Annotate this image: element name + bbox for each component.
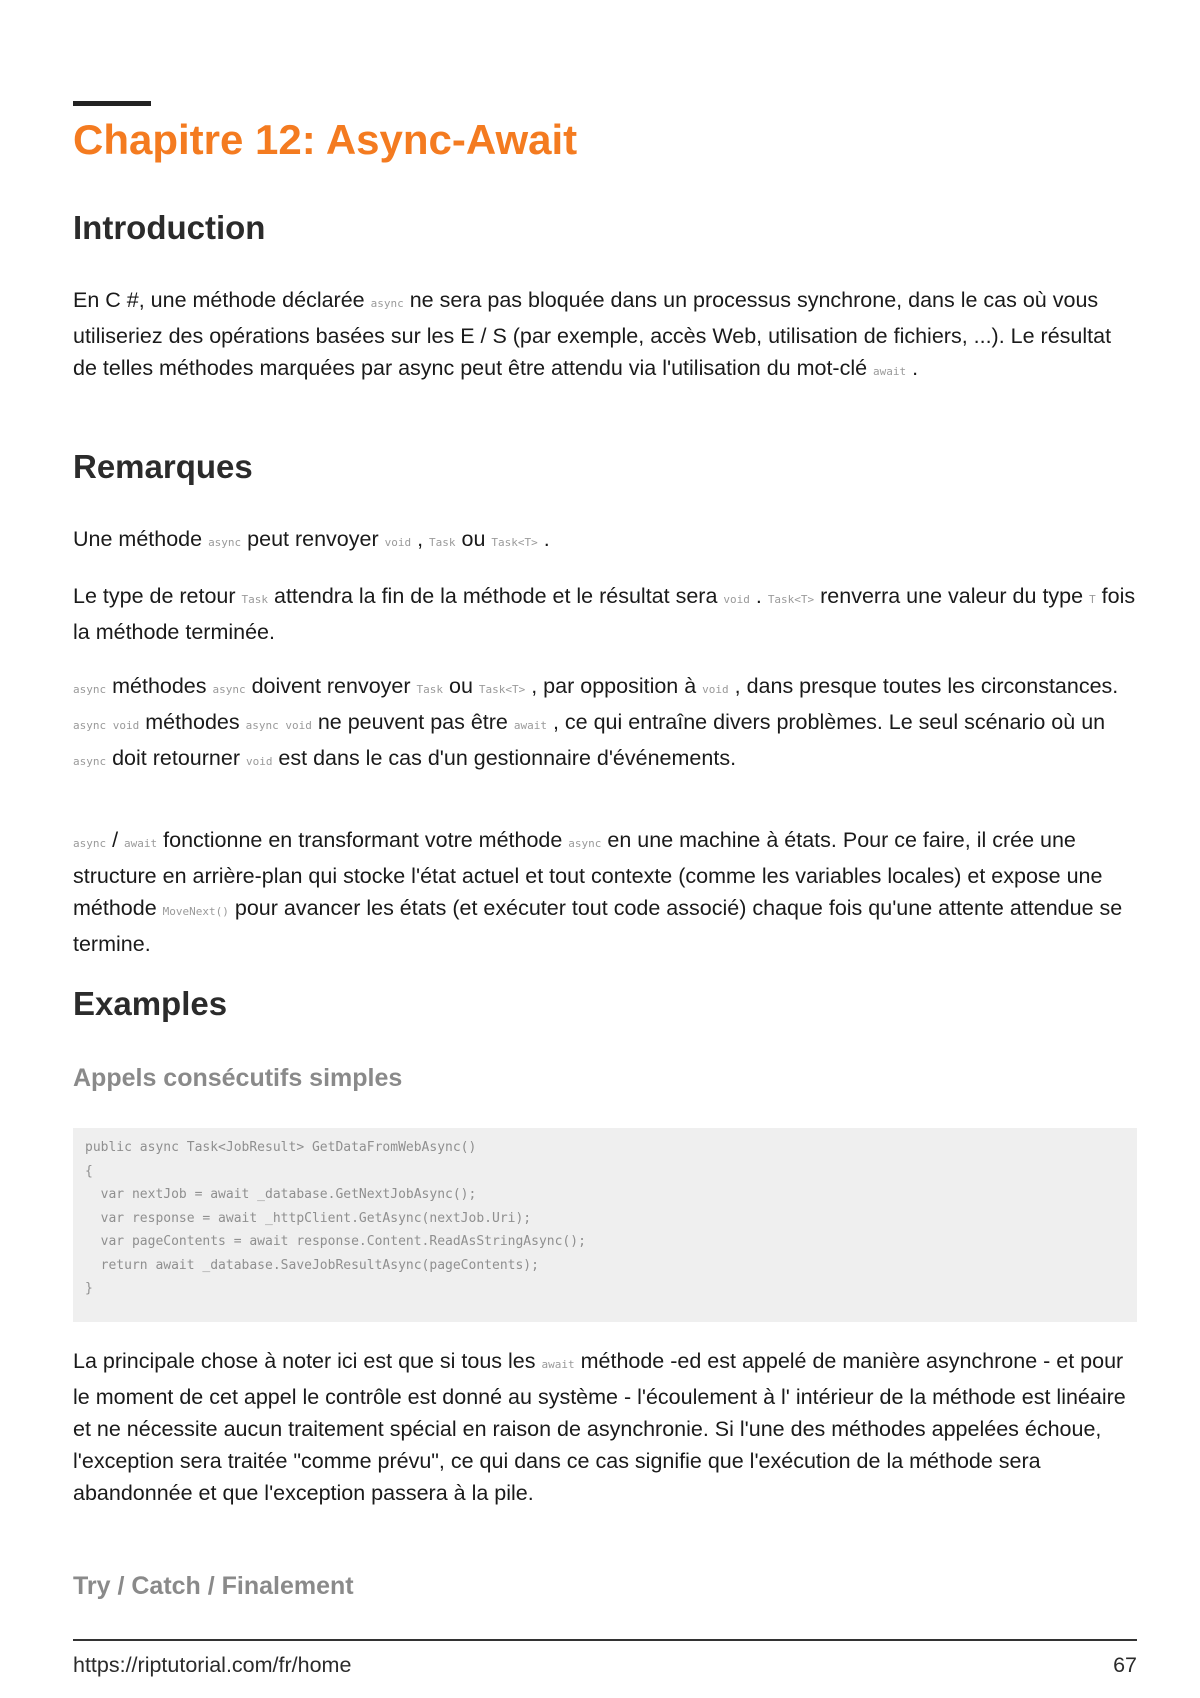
introduction-paragraph: En C #, une méthode déclarée async ne sera pas bloquée dans un processus synchrone, dans le cas où vous utiliseriez des opérations basées sur les E / S (par exemple, accès Web, utilisation de fichiers, ...). Le résultat de telles méthodes marquées par async peut être attendu via l'utilisation du mot-clé await . (73, 288, 1112, 380)
remarques-paragraph-1: Une méthode async peut renvoyer void , Task ou Task<T> . (73, 527, 550, 551)
inline-code: Task (241, 593, 269, 606)
inline-code: void (384, 536, 412, 549)
inline-code: Task<T> (767, 593, 815, 606)
inline-code: void (723, 593, 750, 606)
code-line: var response = await _httpClient.GetAsync(nextJob.Uri); (85, 1210, 532, 1226)
subheading-simple-calls: Appels consécutifs simples (73, 1064, 403, 1092)
inline-code: await (873, 365, 907, 378)
inline-code: await (124, 837, 158, 850)
code-line: var pageContents = await response.Content.ReadAsStringAsync(); (85, 1234, 586, 1249)
inline-code: Task<T> (491, 536, 538, 549)
code-line: } (85, 1281, 93, 1296)
examples-heading: Examples (73, 985, 228, 1022)
inline-code: T (1089, 593, 1096, 606)
chapter-title: Chapitre 12: Async-Await (73, 116, 578, 163)
introduction-heading: Introduction (73, 209, 266, 246)
inline-code: async (73, 683, 107, 696)
remarques-paragraph-3: async méthodes async doivent renvoyer Task ou Task<T> , par opposition à void , dans presque toutes les circonstances. async void méthodes async void ne peuvent pas être await , ce qui entraîne divers problèmes. Le seul scénario où un async doit retourner void est dans le cas d'un gestionnaire d'événements. (73, 674, 1119, 770)
inline-code: async void (73, 719, 140, 732)
code-line: return await _database.SaveJobResultAsync(pageContents); (85, 1257, 539, 1273)
inline-code: Task (429, 536, 456, 549)
inline-code: void (245, 755, 273, 768)
page-number: 67 (1113, 1653, 1137, 1677)
remarques-paragraph-2: Le type de retour Task attendra la fin de la méthode et le résultat sera void . Task<T> renverra une valeur du type T fois la méthode terminée. (73, 584, 1136, 644)
code-block (73, 1128, 1137, 1322)
inline-code: async (212, 683, 246, 696)
document-page (73, 0, 1137, 1698)
code-line: { (85, 1163, 93, 1179)
inline-code: MoveNext() (162, 905, 229, 918)
inline-code: async (73, 837, 107, 850)
remarques-heading: Remarques (73, 448, 253, 485)
title-rule (73, 101, 151, 106)
inline-code: async void (245, 719, 312, 732)
inline-code: async (568, 837, 602, 850)
subheading-try-catch: Try / Catch / Finalement (73, 1572, 354, 1600)
inline-code: void (702, 683, 729, 696)
code-line: var nextJob = await _database.GetNextJobAsync(); (85, 1187, 477, 1202)
examples-paragraph: La principale chose à noter ici est que si tous les await méthode -ed est appelé de manière asynchrone - et pour le moment de cet appel le contrôle est donné au système - l'écoulement à l' intérieur de la méthode est linéaire et ne nécessite aucun traitement spécial en raison de asynchronie. Si l'une des méthodes appelées échoue, l'exception sera traitée "comme prévu", ce qui dans ce cas signifie que l'exécution de la méthode sera abandonnée et que l'exception passera à la pile. (73, 1349, 1126, 1505)
inline-code: async (73, 755, 107, 768)
inline-code: await (513, 719, 547, 732)
inline-code: async (208, 536, 242, 549)
inline-code: await (541, 1358, 575, 1371)
inline-code: async (370, 297, 404, 310)
code-line: public async Task<JobResult> GetDataFromWebAsync() (85, 1140, 477, 1155)
inline-code: Task (416, 683, 444, 696)
footer-rule (73, 1639, 1137, 1641)
inline-code: Task<T> (478, 683, 526, 696)
remarques-paragraph-4: async / await fonctionne en transformant votre méthode async en une machine à états. Pour ce faire, il crée une structure en arrière-plan qui stocke l'état actuel et tout contexte (comme les variables locales) et expose une méthode MoveNext() pour avancer les états (et exécuter tout code associé) chaque fois qu'une attente attendue se termine. (73, 828, 1123, 956)
code-listing (85, 1136, 1125, 1301)
footer-url[interactable]: https://riptutorial.com/fr/home (73, 1653, 352, 1677)
